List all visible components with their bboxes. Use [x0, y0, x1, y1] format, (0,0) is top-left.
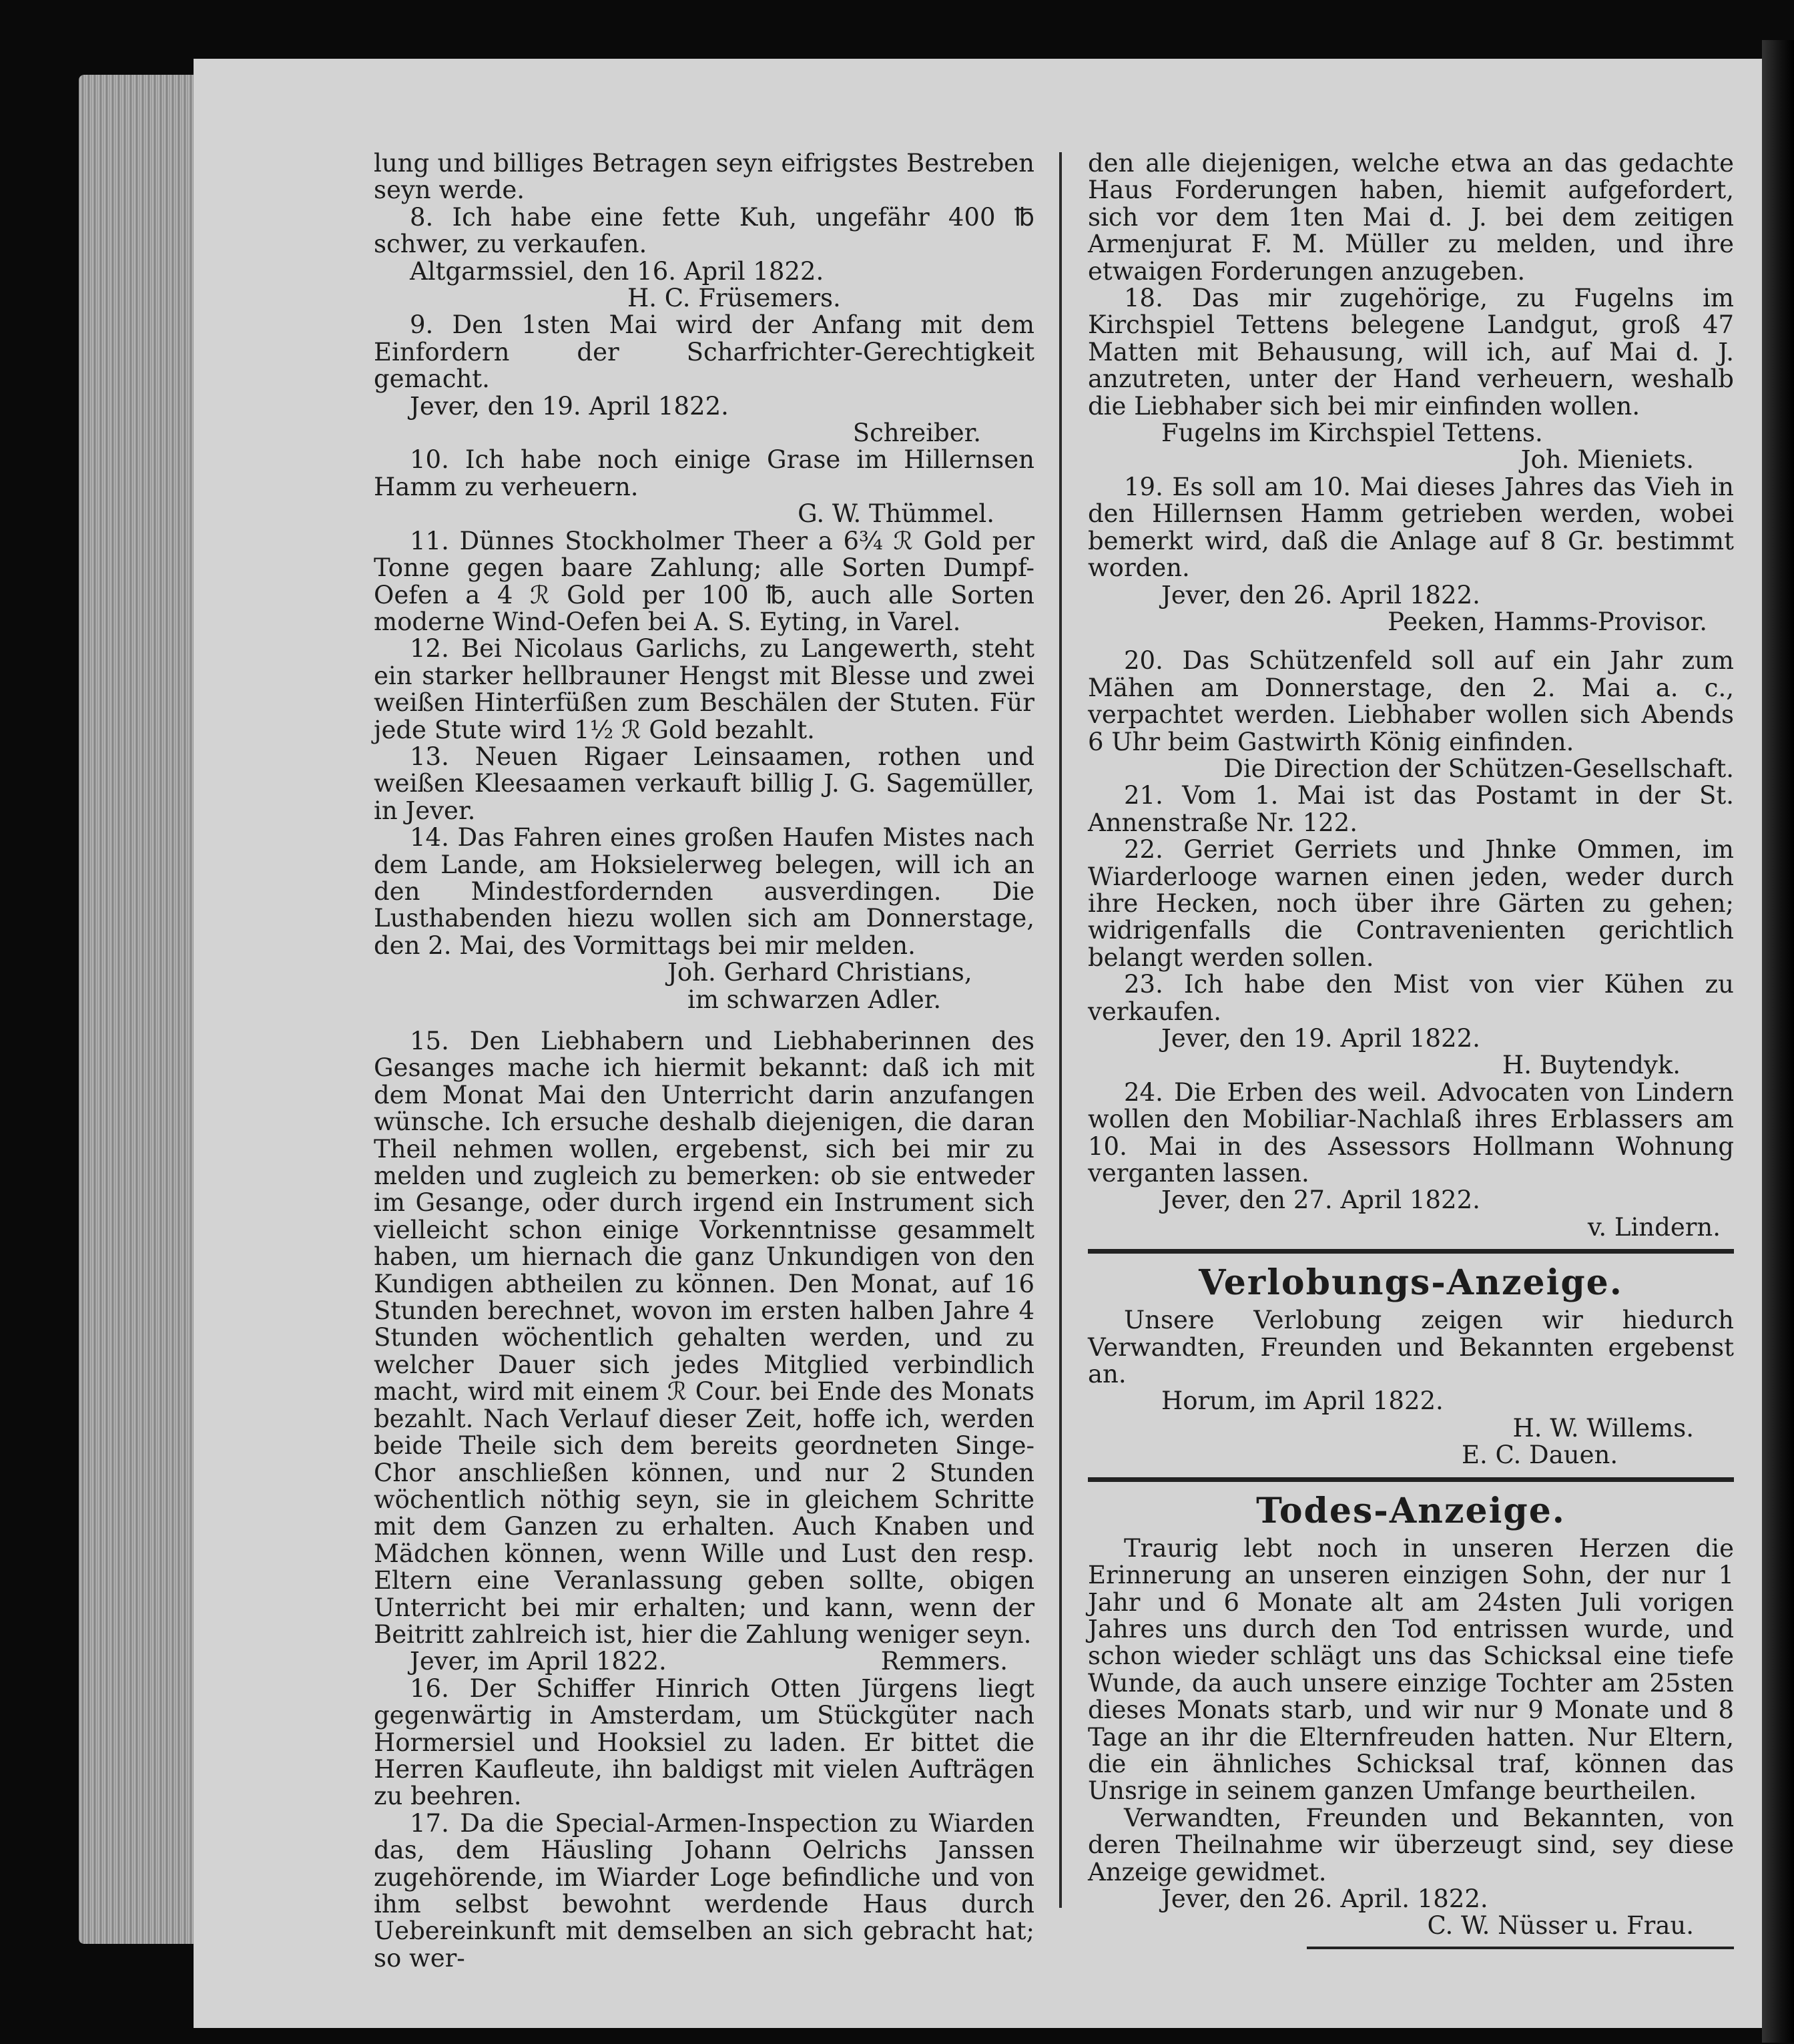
notice-24: 24. Die Erben des weil. Advocaten von Lindern wollen den Mobiliar-Nachlaß ihres Erblassers am 10. Mai in des Assessors Hollmann Wohnung verganten lassen.: [1088, 1077, 1734, 1188]
death-notice-heading: Todes-Anzeige.: [1256, 1490, 1566, 1531]
engagement-signature-2: E. C. Dauen.: [1462, 1441, 1618, 1470]
engagement-place: Horum, im April 1822.: [1161, 1386, 1444, 1416]
notice-9-place: Jever, den 19. April 1822.: [410, 391, 729, 421]
book-gutter: [1762, 40, 1794, 2043]
notice-9-signature: Schreiber.: [852, 419, 981, 448]
engagement-text: Unsere Verlobung zeigen wir hiedurch Verwandten, Freunden und Bekannten ergebenst an.: [1088, 1306, 1734, 1389]
notice-15-signature: Remmers.: [880, 1647, 1008, 1676]
notice-13: 13. Neuen Rigaer Leinsaamen, rothen und weißen Kleesaamen verkauft billig J. G. Sagemüller, in Jever.: [374, 742, 1034, 825]
notice-18-signature: Joh. Mieniets.: [1520, 445, 1694, 475]
notice-14-signature-2: im schwarzen Adler.: [687, 985, 942, 1014]
continued-text: lung und billiges Betragen seyn eifrigstes Bestreben seyn werde.: [374, 149, 1034, 205]
notice-22: 22. Gerriet Gerriets und Jhnke Ommen, im Wiarderlooge warnen einen jeden, weder durch ihre Hecken, noch über ihre Gärten zu gehen; widrigenfalls die Contravenienten gerichtlich belangt werden sollen.: [1088, 835, 1734, 972]
notice-11: 11. Dünnes Stockholmer Theer a 6¾ ℛ Gold per Tonne gegen baare Zahlung; alle Sorten Dumpf-Oefen a 4 ℛ Gold per 100 ℔, auch alle Sorten moderne Wind-Oefen bei A. S. Eyting, in Varel.: [374, 526, 1034, 636]
notice-17: 17. Da die Special-Armen-Inspection zu Wiarden das, dem Häusling Johann Oelrichs Janssen zugehörende, im Wiarder Loge befindliche und von ihm selbst bewohnt werdende Haus durch Uebereinkunft mit demselben an sich gebracht hat; so wer-: [374, 1808, 1034, 1973]
section-rule: [1088, 1249, 1734, 1254]
notice-23-place: Jever, den 19. April 1822.: [1161, 1024, 1480, 1053]
notice-21: 21. Vom 1. Mai ist das Postamt in der St. Annenstraße Nr. 122.: [1088, 781, 1734, 837]
notice-8-signature: H. C. Früsemers.: [627, 284, 841, 313]
notice-10-signature: G. W. Thümmel.: [798, 499, 994, 529]
engagement-signature-1: H. W. Willems.: [1512, 1413, 1694, 1443]
right-column: [1088, 150, 1734, 1949]
notice-19-place: Jever, den 26. April 1822.: [1161, 580, 1480, 609]
notice-24-signature: v. Lindern.: [1587, 1212, 1721, 1242]
notice-8: 8. Ich habe eine fette Kuh, ungefähr 400 ℔ schwer, zu verkaufen.: [374, 202, 1034, 259]
notice-19: 19. Es soll am 10. Mai dieses Jahres das Vieh in den Hillernsen Hamm getrieben werden, wobei bemerkt wird, daß die Anlage auf 8 Gr. bestimmt worden.: [1088, 472, 1734, 583]
notice-14: 14. Das Fahren eines großen Haufen Mistes nach dem Lande, am Hoksielerweg belegen, will ich an den Mindestfordernden ausverdingen. Die Lusthabenden hiezu wollen sich am Donnerstage, den 2. Mai, des Vormittags bei mir melden.: [374, 823, 1034, 960]
death-notice-text: Traurig lebt noch in unseren Herzen die Erinnerung an unseren einzigen Sohn, der nur 1 Jahr und 6 Monate alt am 24sten Juli vorigen Jahres uns durch den Tod entrissen wurde, und schon wieder schlägt uns das Schicksal eine tiefe Wunde, da auch unsere einzige Tochter am 25sten dieses Monats starb, und wir nur 9 Monate und 8 Tage an ihr die Elternfreuden hatten. Nur Eltern, die ein ähnliches Schicksal traf, können das Unsrige in seinem ganzen Umfange beurtheilen.: [1088, 1533, 1734, 1806]
notice-18-place: Fugelns im Kirchspiel Tettens.: [1161, 419, 1543, 448]
notice-18: 18. Das mir zugehörige, zu Fugelns im Kirchspiel Tettens belegene Landgut, groß 47 Matten mit Behausung, will ich, auf Mai d. J. anzutreten, unter der Hand verheuern, weshalb die Liebhaber sich bei mir einfinden wollen.: [1088, 284, 1734, 421]
notice-19-signature: Peeken, Hamms-Provisor.: [1388, 607, 1707, 636]
death-notice-signature: C. W. Nüsser u. Frau.: [1427, 1911, 1694, 1941]
death-notice-place: Jever, den 26. April. 1822.: [1161, 1884, 1488, 1913]
notice-20-signature: Die Direction der Schützen-Gesellschaft.: [1223, 754, 1734, 783]
death-notice-text-2: Verwandten, Freunden und Bekannten, von deren Theilnahme wir überzeugt sind, sey diese Anzeige gewidmet.: [1088, 1803, 1734, 1886]
left-column: [374, 150, 1034, 1972]
notice-8-place: Altgarmssiel, den 16. April 1822.: [410, 256, 824, 286]
notice-20: 20. Das Schützenfeld soll auf ein Jahr zum Mähen am Donnerstage, den 2. Mai a. c., verpachtet werden. Liebhaber wollen sich Abends 6 Uhr beim Gastwirth König einfinden.: [1088, 646, 1734, 756]
notice-23-signature: H. Buytendyk.: [1502, 1051, 1681, 1080]
engagement-heading: Verlobungs-Anzeige.: [1199, 1262, 1623, 1304]
notice-23: 23. Ich habe den Mist von vier Kühen zu verkaufen.: [1088, 970, 1734, 1026]
notice-17-continued: den alle diejenigen, welche etwa an das gedachte Haus Forderungen haben, hiemit aufgefordert, sich vor dem 1ten Mai d. J. bei dem zeitigen Armenjurat F. M. Müller zu melden, und ihre etwaigen Forderungen anzugeben.: [1088, 149, 1734, 286]
notice-12: 12. Bei Nicolaus Garlichs, zu Langewerth, steht ein starker hellbrauner Hengst mit Blesse und zwei weißen Hinterfüßen zum Beschälen der Stuten. Für jede Stute wird 1½ ℛ Gold bezahlt.: [374, 634, 1034, 744]
book-page-edges: [79, 75, 199, 1944]
notice-10: 10. Ich habe noch einige Grase im Hillernsen Hamm zu verheuern.: [374, 445, 1034, 501]
notice-16: 16. Der Schiffer Hinrich Otten Jürgens liegt gegenwärtig in Amsterdam, um Stückgüter nach Hormersiel und Hooksiel zu laden. Er bittet die Herren Kaufleute, ihn baldigst mit vielen Aufträgen zu beehren.: [374, 1674, 1034, 1811]
closing-rule: [1307, 1947, 1734, 1949]
notice-15: 15. Den Liebhabern und Liebhaberinnen des Gesanges mache ich hiermit bekannt: daß ich mit dem Monat Mai den Unterricht darin anzufangen wünsche. Ich ersuche deshalb diejenigen, die daran Theil nehmen wollen, ergebenst, sich bei mir zu melden und zugleich zu bemerken: ob sie entweder im Gesange, oder durch irgend ein Instrument sich vielleicht schon einige Vorkenntnisse gesammelt haben, um hiernach die ganz Unkundigen von den Kundigen abtheilen zu können. Den Monat, auf 16 Stunden berechnet, wovon im ersten halben Jahre 4 Stunden wöchentlich gehalten werden, und zu welcher Dauer sich jedes Mitglied verbindlich macht, wird mit einem ℛ Cour. bei Ende des Monats bezahlt. Nach Verlauf dieser Zeit, hoffe ich, werden beide Theile sich dem bereits geordneten Singe-Chor anschließen können, und nur 2 Stunden wöchentlich nöthig seyn, sie in gleichem Schritte mit dem Ganzen zu erhalten. Auch Knaben und Mädchen können, wenn Wille und Lust den resp. Eltern eine Veranlassung geben sollte, obigen Unterricht bei mir erhalten; und kann, wenn der Beitritt zahlreich ist, hier die Zahlung weniger seyn.: [374, 1027, 1034, 1649]
section-rule: [1088, 1477, 1734, 1482]
notice-15-place: Jever, im April 1822.: [410, 1647, 667, 1676]
column-divider: [1059, 152, 1062, 1908]
notice-9: 9. Den 1sten Mai wird der Anfang mit dem Einfordern der Scharfrichter-Gerechtigkeit gemacht.: [374, 310, 1034, 394]
notice-24-place: Jever, den 27. April 1822.: [1161, 1186, 1480, 1215]
notice-14-signature-1: Joh. Gerhard Christians,: [667, 958, 972, 987]
